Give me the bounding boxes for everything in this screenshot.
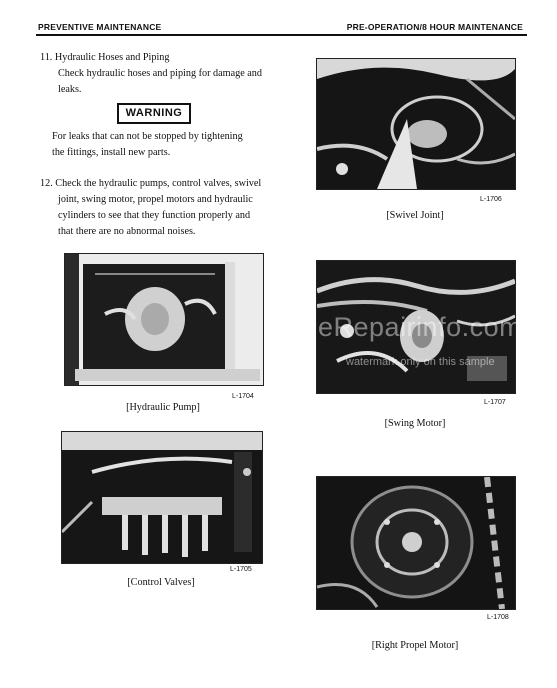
right-propel-motor-code: L-1708 — [487, 614, 509, 621]
control-valves-code: L-1705 — [230, 566, 252, 573]
item-11-title: 11. Hydraulic Hoses and Piping — [40, 52, 170, 63]
watermark-main: eRepairinfo.com — [318, 312, 523, 342]
warning-label: WARNING — [117, 103, 191, 124]
hydraulic-pump-caption: [Hydraulic Pump] — [126, 402, 200, 413]
warning-line-2: the fittings, install new parts. — [52, 147, 171, 158]
control-valves-caption: [Control Valves] — [127, 577, 195, 588]
item-12-line-1: 12. Check the hydraulic pumps, control valves, swivel — [40, 178, 262, 189]
item-12-line-3: cylinders to see that they function properly and — [58, 210, 251, 221]
item-12-line-4: that there are no abnormal noises. — [58, 226, 196, 237]
swing-motor-code: L-1707 — [484, 399, 506, 406]
warning-line-1: For leaks that can not be stopped by tightening — [52, 131, 243, 142]
hydraulic-pump-code: L-1704 — [232, 393, 254, 400]
swivel-joint-photo — [316, 58, 516, 190]
control-valves-photo — [61, 431, 263, 564]
right-propel-motor-caption: [Right Propel Motor] — [371, 640, 459, 651]
header-section-title: PREVENTIVE MAINTENANCE — [38, 22, 162, 32]
item-12-line-2: joint, swing motor, propel motors and hydraulic — [58, 194, 253, 205]
item-11-line-2: leaks. — [58, 84, 82, 95]
hydraulic-pump-photo — [64, 253, 264, 386]
header-chapter-title: PRE-OPERATION/8 HOUR MAINTENANCE — [346, 22, 523, 32]
swing-motor-caption: [Swing Motor] — [384, 418, 446, 429]
right-propel-motor-photo — [316, 476, 516, 610]
header-rule — [36, 34, 527, 36]
item-11-line-1: Check hydraulic hoses and piping for damage and — [58, 68, 262, 79]
swivel-joint-caption: [Swivel Joint] — [386, 210, 444, 221]
watermark-sub: watermark only on this sample — [346, 356, 495, 368]
swivel-joint-code: L-1706 — [480, 196, 502, 203]
